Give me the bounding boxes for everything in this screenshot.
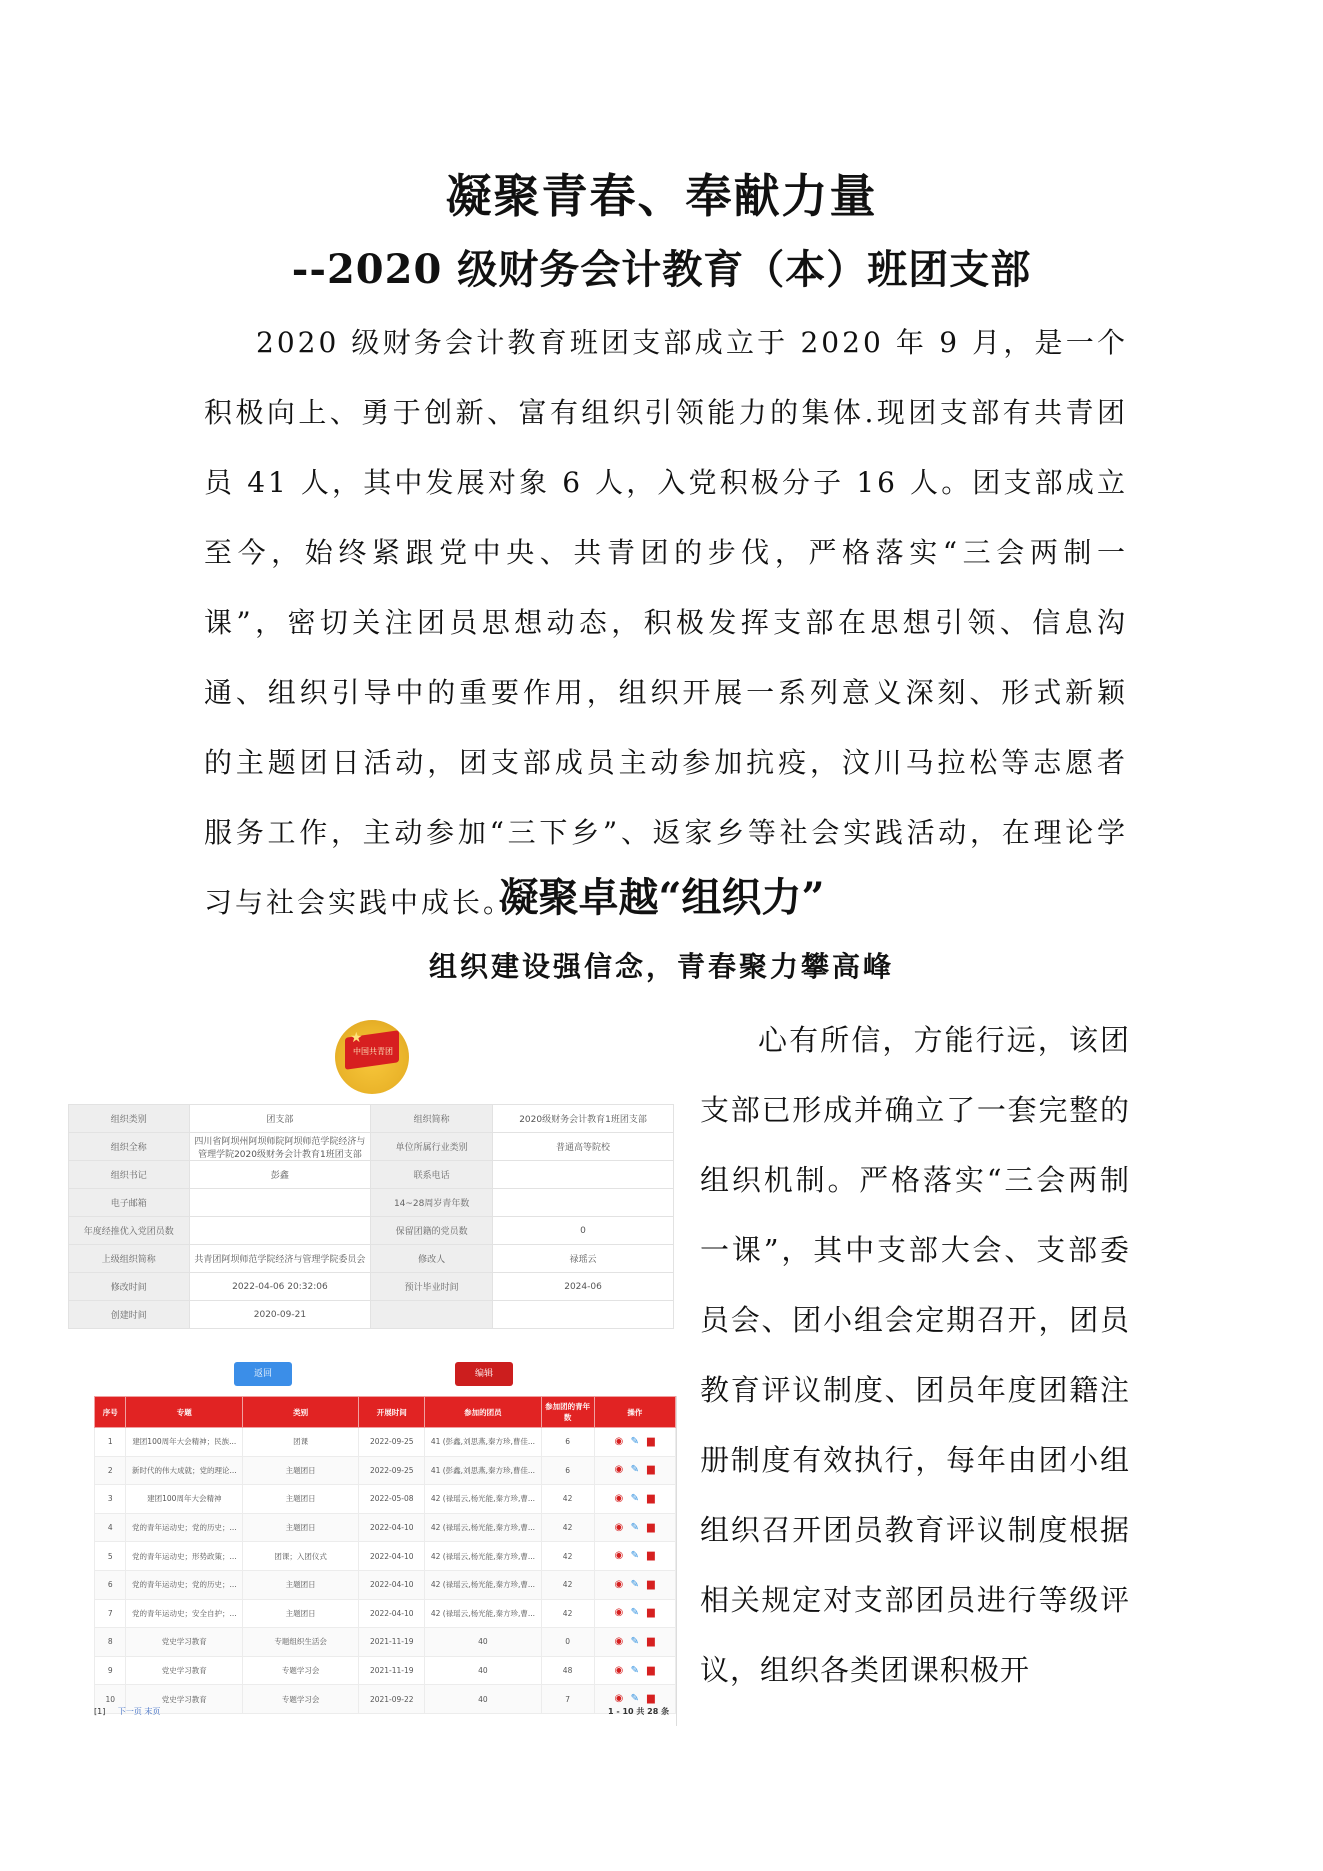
info-key: 修改时间 xyxy=(69,1273,190,1301)
section-title: 凝聚卓越“组织力” xyxy=(498,874,825,921)
table-cell: 2022-04-10 xyxy=(359,1599,425,1628)
info-row xyxy=(69,1273,674,1301)
back-button[interactable]: 返回 xyxy=(234,1362,292,1386)
row-actions xyxy=(594,1485,675,1514)
edit-pen-icon[interactable]: ✎ xyxy=(630,1693,639,1705)
column-header: 开展时间 xyxy=(359,1397,425,1428)
view-eye-icon[interactable]: ◉ xyxy=(614,1550,624,1562)
record-count: 1 - 10 共 28 条 xyxy=(608,1707,670,1716)
info-key: 年度经推优入党团员数 xyxy=(69,1217,190,1245)
next-last-page-link[interactable]: 下一页 末页 xyxy=(117,1707,161,1716)
info-key: 组织类别 xyxy=(69,1105,190,1133)
edit-pen-icon[interactable]: ✎ xyxy=(630,1435,639,1447)
table-row[interactable] xyxy=(95,1428,676,1457)
info-key: 上级组织简称 xyxy=(69,1245,190,1273)
delete-trash-icon[interactable]: ▆ xyxy=(646,1693,655,1705)
table-cell: 42 xyxy=(541,1570,594,1599)
view-eye-icon[interactable]: ◉ xyxy=(614,1435,624,1447)
delete-trash-icon[interactable]: ▆ xyxy=(646,1435,655,1447)
edit-pen-icon[interactable]: ✎ xyxy=(630,1521,639,1533)
row-actions xyxy=(594,1628,675,1657)
table-cell: 9 xyxy=(95,1656,126,1685)
edit-pen-icon[interactable]: ✎ xyxy=(630,1578,639,1590)
table-cell: 主题团日 xyxy=(243,1513,359,1542)
table-cell: 41 (彭鑫,刘思燕,秦方珍,曹佳... xyxy=(425,1456,541,1485)
view-eye-icon[interactable]: ◉ xyxy=(614,1635,624,1647)
table-cell: 专题学习会 xyxy=(243,1656,359,1685)
info-value xyxy=(493,1189,674,1217)
delete-trash-icon[interactable]: ▆ xyxy=(646,1550,655,1562)
activity-table xyxy=(94,1396,676,1714)
table-cell: 2022-04-10 xyxy=(359,1542,425,1571)
info-value: 2020级财务会计教育1班团支部 xyxy=(493,1105,674,1133)
delete-trash-icon[interactable]: ▆ xyxy=(646,1464,655,1476)
table-cell: 40 xyxy=(425,1628,541,1657)
column-header: 参加的团员 xyxy=(425,1397,541,1428)
table-row[interactable] xyxy=(95,1513,676,1542)
table-cell: 6 xyxy=(541,1456,594,1485)
row-actions xyxy=(594,1656,675,1685)
view-eye-icon[interactable]: ◉ xyxy=(614,1492,624,1504)
table-cell: 42 (禄瑶云,杨光能,秦方珍,曹... xyxy=(425,1570,541,1599)
delete-trash-icon[interactable]: ▆ xyxy=(646,1635,655,1647)
table-cell: 党史学习教育 xyxy=(126,1685,243,1714)
edit-pen-icon[interactable]: ✎ xyxy=(630,1607,639,1619)
column-header: 操作 xyxy=(594,1397,675,1428)
table-row[interactable] xyxy=(95,1456,676,1485)
page-title: 凝聚青春、奉献力量 xyxy=(445,169,878,223)
table-row[interactable] xyxy=(95,1570,676,1599)
edit-pen-icon[interactable]: ✎ xyxy=(630,1664,639,1676)
page-number[interactable]: [1] xyxy=(94,1707,106,1716)
table-row[interactable] xyxy=(95,1656,676,1685)
row-actions xyxy=(594,1428,675,1457)
table-cell: 2021-11-19 xyxy=(359,1628,425,1657)
info-row xyxy=(69,1133,674,1161)
table-cell: 7 xyxy=(541,1685,594,1714)
info-row xyxy=(69,1189,674,1217)
delete-trash-icon[interactable]: ▆ xyxy=(646,1521,655,1533)
page-subtitle: --2020 级财务会计教育（本）班团支部 xyxy=(291,246,1032,293)
edit-pen-icon[interactable]: ✎ xyxy=(630,1492,639,1504)
info-key: 组织书记 xyxy=(69,1161,190,1189)
view-eye-icon[interactable]: ◉ xyxy=(614,1607,624,1619)
info-key: 修改人 xyxy=(371,1245,493,1273)
view-eye-icon[interactable]: ◉ xyxy=(614,1578,624,1590)
table-row[interactable] xyxy=(95,1685,676,1714)
info-key: 组织全称 xyxy=(69,1133,190,1161)
info-row xyxy=(69,1301,674,1329)
table-row[interactable] xyxy=(95,1485,676,1514)
table-cell: 建团100周年大会精神；民族... xyxy=(126,1428,243,1457)
edit-pen-icon[interactable]: ✎ xyxy=(630,1550,639,1562)
table-cell: 42 (禄瑶云,杨光能,秦方珍,曹... xyxy=(425,1542,541,1571)
table-cell: 42 xyxy=(541,1542,594,1571)
table-cell: 2021-09-22 xyxy=(359,1685,425,1714)
org-info-table xyxy=(68,1104,674,1329)
row-actions xyxy=(594,1570,675,1599)
view-eye-icon[interactable]: ◉ xyxy=(614,1693,624,1705)
table-cell: 主题团日 xyxy=(243,1599,359,1628)
table-cell: 2022-04-10 xyxy=(359,1570,425,1599)
row-actions xyxy=(594,1599,675,1628)
view-eye-icon[interactable]: ◉ xyxy=(614,1521,624,1533)
info-key: 联系电话 xyxy=(371,1161,493,1189)
table-cell: 40 xyxy=(425,1685,541,1714)
info-key: 组织简称 xyxy=(371,1105,493,1133)
column-header: 序号 xyxy=(95,1397,126,1428)
table-cell: 党史学习教育 xyxy=(126,1656,243,1685)
info-key: 电子邮箱 xyxy=(69,1189,190,1217)
table-cell: 主题团日 xyxy=(243,1485,359,1514)
intro-paragraph: 2020 级财务会计教育班团支部成立于 2020 年 9 月，是一个积极向上、勇于创新、富有组织引领能力的集体.现团支部有共青团员 41 人，其中发展对象 6 人，入党积极分子 16 人。团支部成立至今，始终紧跟党中央、共青团的步伐，严格落实“三会两制一课”，密切关注团员思想动态，积极发挥支部在思想引领、信息沟通、组织引导中的重要作用，组织开展一系列意义深刻、形式新颖的主题团日活动，团支部成员主动参加抗疫，汶川马拉松等志愿者服务工作，主动参加“三下乡”、返家乡等社会实践活动，在理论学习与社会实践中成长。 xyxy=(204,326,1128,919)
right-column-text: 心有所信，方能行远，该团支部已形成并确立了一套完整的组织机制。严格落实“三会两制一课”，其中支部大会、支部委员会、团小组会定期召开，团员教育评议制度、团员年度团籍注册制度有效执行，每年由团小组组织召开团员教育评议制度根据相关规定对支部团员进行等级评议，组织各类团课积极开 xyxy=(700,1023,1130,1687)
pagination xyxy=(94,1706,160,1717)
table-cell: 10 xyxy=(95,1685,126,1714)
table-cell: 团课；入团仪式 xyxy=(243,1542,359,1571)
table-cell: 2 xyxy=(95,1456,126,1485)
info-key xyxy=(371,1301,493,1329)
info-value xyxy=(189,1217,371,1245)
table-cell: 40 xyxy=(425,1656,541,1685)
column-header: 类别 xyxy=(243,1397,359,1428)
table-cell: 专题组织生活会 xyxy=(243,1628,359,1657)
table-cell: 2021-11-19 xyxy=(359,1656,425,1685)
table-cell: 5 xyxy=(95,1542,126,1571)
table-cell: 党的青年运动史；安全自护；... xyxy=(126,1599,243,1628)
table-cell: 41 (彭鑫,刘思燕,秦方珍,曹佳... xyxy=(425,1428,541,1457)
delete-trash-icon[interactable]: ▆ xyxy=(646,1664,655,1676)
badge-text: 中国共青团 xyxy=(353,1047,393,1056)
table-row[interactable] xyxy=(95,1628,676,1657)
delete-trash-icon[interactable]: ▆ xyxy=(646,1607,655,1619)
table-cell: 建团100周年大会精神 xyxy=(126,1485,243,1514)
table-row[interactable] xyxy=(95,1542,676,1571)
column-header: 专题 xyxy=(126,1397,243,1428)
table-cell: 党史学习教育 xyxy=(126,1628,243,1657)
info-value: 禄瑶云 xyxy=(493,1245,674,1273)
table-cell: 主题团日 xyxy=(243,1456,359,1485)
table-cell: 42 (禄瑶云,杨光能,秦方珍,曹... xyxy=(425,1599,541,1628)
info-value xyxy=(189,1189,371,1217)
column-header: 参加团的青年数 xyxy=(541,1397,594,1428)
embedded-screenshot xyxy=(68,1020,680,1725)
table-cell: 2022-09-25 xyxy=(359,1456,425,1485)
table-cell: 团课 xyxy=(243,1428,359,1457)
table-cell: 48 xyxy=(541,1656,594,1685)
table-cell: 42 xyxy=(541,1485,594,1514)
info-value: 彭鑫 xyxy=(189,1161,371,1189)
row-actions xyxy=(594,1513,675,1542)
info-value xyxy=(493,1301,674,1329)
table-cell: 2022-04-10 xyxy=(359,1513,425,1542)
info-value: 共青团阿坝师范学院经济与管理学院委员会 xyxy=(189,1245,371,1273)
info-value: 2024-06 xyxy=(493,1273,674,1301)
info-value xyxy=(493,1161,674,1189)
table-cell: 4 xyxy=(95,1513,126,1542)
table-cell: 2022-05-08 xyxy=(359,1485,425,1514)
table-cell: 42 (禄瑶云,杨光能,秦方珍,曹... xyxy=(425,1485,541,1514)
info-value: 四川省阿坝州阿坝师院阿坝师范学院经济与管理学院2020级财务会计教育1班团支部 xyxy=(189,1133,371,1161)
table-cell: 党的青年运动史；形势政策；... xyxy=(126,1542,243,1571)
table-row[interactable] xyxy=(95,1599,676,1628)
info-key: 保留团籍的党员数 xyxy=(371,1217,493,1245)
table-cell: 42 (禄瑶云,杨光能,秦方珍,曹... xyxy=(425,1513,541,1542)
table-cell: 新时代的伟大成就；党的理论... xyxy=(126,1456,243,1485)
table-cell: 3 xyxy=(95,1485,126,1514)
table-cell: 7 xyxy=(95,1599,126,1628)
table-cell: 党的青年运动史；党的历史；... xyxy=(126,1570,243,1599)
info-value: 0 xyxy=(493,1217,674,1245)
info-row xyxy=(69,1217,674,1245)
table-cell: 2022-09-25 xyxy=(359,1428,425,1457)
table-cell: 42 xyxy=(541,1513,594,1542)
view-eye-icon[interactable]: ◉ xyxy=(614,1464,624,1476)
info-key: 预计毕业时间 xyxy=(371,1273,493,1301)
delete-trash-icon[interactable]: ▆ xyxy=(646,1578,655,1590)
section-subtitle: 组织建设强信念，青春聚力攀高峰 xyxy=(428,950,894,983)
info-row xyxy=(69,1105,674,1133)
delete-trash-icon[interactable]: ▆ xyxy=(646,1492,655,1504)
table-cell: 专题学习会 xyxy=(243,1685,359,1714)
youth-league-badge-icon: ★ 中国共青团 xyxy=(335,1020,409,1094)
info-key: 单位所属行业类别 xyxy=(371,1133,493,1161)
info-value: 2022-04-06 20:32:06 xyxy=(189,1273,371,1301)
info-key: 14~28周岁青年数 xyxy=(371,1189,493,1217)
table-cell: 党的青年运动史；党的历史；... xyxy=(126,1513,243,1542)
divider xyxy=(676,1396,677,1726)
edit-button[interactable]: 编辑 xyxy=(455,1362,513,1386)
view-eye-icon[interactable]: ◉ xyxy=(614,1664,624,1676)
edit-pen-icon[interactable]: ✎ xyxy=(630,1464,639,1476)
info-value: 普通高等院校 xyxy=(493,1133,674,1161)
info-row xyxy=(69,1161,674,1189)
table-cell: 主题团日 xyxy=(243,1570,359,1599)
row-actions xyxy=(594,1456,675,1485)
info-value: 团支部 xyxy=(189,1105,371,1133)
table-cell: 8 xyxy=(95,1628,126,1657)
table-cell: 42 xyxy=(541,1599,594,1628)
table-cell: 6 xyxy=(541,1428,594,1457)
table-cell: 0 xyxy=(541,1628,594,1657)
edit-pen-icon[interactable]: ✎ xyxy=(630,1635,639,1647)
info-value: 2020-09-21 xyxy=(189,1301,371,1329)
row-actions xyxy=(594,1542,675,1571)
info-row xyxy=(69,1245,674,1273)
info-key: 创建时间 xyxy=(69,1301,190,1329)
table-cell: 6 xyxy=(95,1570,126,1599)
table-cell: 1 xyxy=(95,1428,126,1457)
